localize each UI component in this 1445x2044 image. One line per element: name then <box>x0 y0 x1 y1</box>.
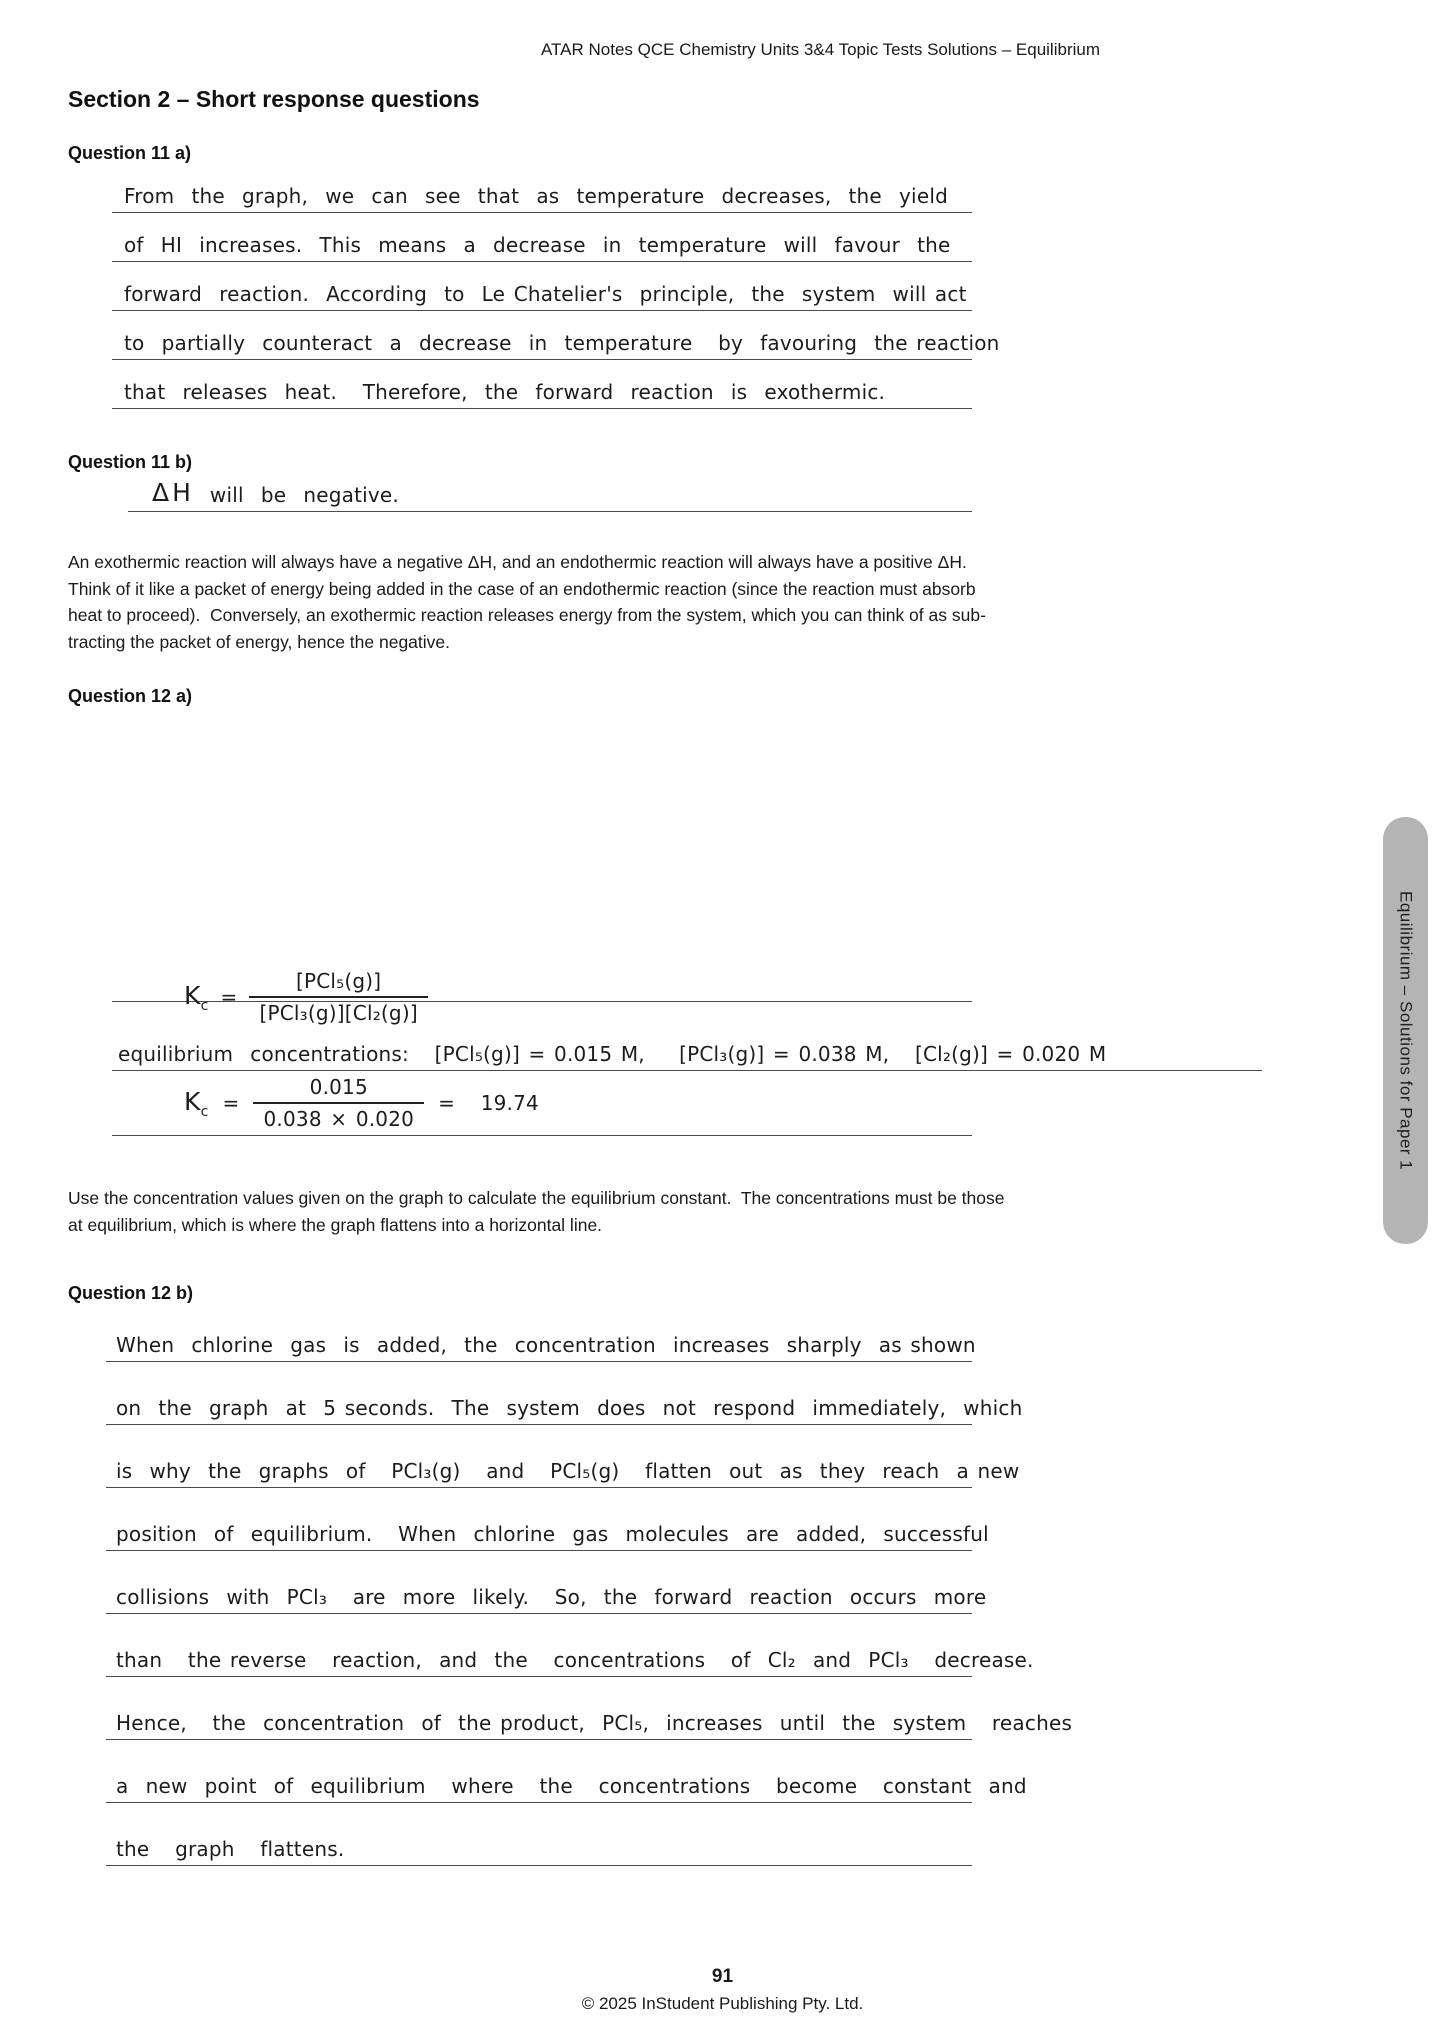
answer-line <box>106 1740 1027 1803</box>
calc-result: = 19.74 <box>438 1091 539 1115</box>
question-11b-label: Question 11 b) <box>68 452 193 472</box>
handwritten-text: When chlorine gas is added, the concentration increases sharply as shown <box>116 1333 976 1357</box>
section-title: Section 2 – Short response questions <box>68 86 480 112</box>
answer-line <box>112 262 972 311</box>
fraction-denominator: [PCl₃(g)][Cl₂(g)] <box>249 996 427 1025</box>
answer-line <box>106 1362 1023 1425</box>
equilibrium-concentrations-line <box>112 1022 1262 1071</box>
answer-line <box>106 1677 1073 1740</box>
question-11a-label: Question 11 a) <box>68 143 192 163</box>
fraction-numerator: [PCl₅(g)] <box>296 969 382 993</box>
handwritten-text: From the graph, we can see that as temperature decreases, the yield <box>124 184 948 208</box>
note-12a <box>68 1185 1068 1238</box>
note-text-line: Think of it like a packet of energy being added in the case of an endothermic reaction (since the reaction must absorb <box>68 578 976 599</box>
question-11a-answer <box>112 164 1000 409</box>
copyright: © 2025 InStudent Publishing Pty. Ltd. <box>581 1994 864 2013</box>
question-12b-label: Question 12 b) <box>68 1283 194 1303</box>
answer-line <box>106 1614 1034 1677</box>
handwritten-text: will be negative. <box>209 483 399 507</box>
note-text-line: Use the concentration values given on the graph to calculate the equilibrium constant. The concentrations must be those <box>68 1188 1005 1208</box>
handwritten-text: of HI increases. This means a decrease in temperature will favour the <box>124 233 951 257</box>
handwritten-text: that releases heat. Therefore, the forward reaction is exothermic. <box>124 380 886 404</box>
kc-calculation-line <box>112 1075 972 1136</box>
handwritten-text: collisions with PCl₃ are more likely. So, the forward reaction occurs more <box>116 1585 987 1609</box>
handwritten-text: is why the graphs of PCl₃(g) and PCl₅(g) flatten out as they reach a new <box>116 1459 1020 1483</box>
kc-symbol <box>184 1087 209 1120</box>
handwritten-text: forward reaction. According to Le Chatelier's principle, the system will act <box>124 282 967 306</box>
side-tab-label: Equilibrium – Solutions for Paper 1 <box>1396 890 1416 1171</box>
answer-line <box>106 1425 1020 1488</box>
equals-sign: = <box>222 1091 240 1115</box>
equals-sign: = <box>220 985 238 1009</box>
kc-letter: K <box>184 1086 201 1116</box>
handwritten-text: than the reverse reaction, and the concentrations of Cl₂ and PCl₃ decrease. <box>116 1648 1034 1672</box>
handwritten-text: to partially counteract a decrease in temperature by favouring the reaction <box>124 331 1000 355</box>
handwritten-text: position of equilibrium. When chlorine gas molecules are added, successful <box>116 1522 989 1546</box>
handwritten-text: the graph flattens. <box>116 1837 345 1861</box>
note-11b <box>68 549 1068 655</box>
note-text-line: tracting the packet of energy, hence the negative. <box>68 631 451 652</box>
kc-subscript: c <box>200 1103 209 1120</box>
kc-expression <box>184 969 428 1025</box>
answer-line <box>106 1299 976 1362</box>
calc-fraction <box>253 1075 424 1131</box>
note-text-line: at equilibrium, which is where the graph flattens into a horizontal line. <box>68 1214 603 1235</box>
handwritten-text: equilibrium concentrations: [PCl₅(g)] = 0.015 M, [PCl₃(g)] = 0.038 M, [Cl₂(g)] = 0.020 M <box>118 1042 1107 1066</box>
kc-expression-line <box>112 953 972 1025</box>
answer-line <box>112 311 1000 360</box>
question-12a-label: Question 12 a) <box>68 686 193 706</box>
page-header: ATAR Notes QCE Chemistry Units 3&4 Topic Tests Solutions – Equilibrium <box>540 40 1100 59</box>
kc-symbol <box>184 981 209 1014</box>
fraction-denominator: 0.038 × 0.020 <box>253 1102 424 1131</box>
note-text-line: heat to proceed). Conversely, an exothermic reaction releases energy from the system, which you can think of as sub- <box>68 605 986 625</box>
answer-line <box>106 1551 987 1614</box>
answer-line <box>112 360 972 409</box>
page-number: 91 <box>711 1966 734 1987</box>
kc-subscript: c <box>200 997 209 1014</box>
kc-letter: K <box>184 980 201 1010</box>
kc-calculation <box>184 1075 539 1131</box>
answer-line <box>112 164 972 213</box>
handwritten-text: Hence, the concentration of the product, PCl₅, increases until the system reaches <box>116 1711 1073 1735</box>
answer-line <box>112 213 972 262</box>
handwritten-text: on the graph at 5 seconds. The system does not respond immediately, which <box>116 1396 1023 1420</box>
kc-fraction <box>249 969 427 1025</box>
answer-line <box>106 1488 989 1551</box>
side-tab <box>1383 817 1428 1244</box>
question-11b-answer-line <box>128 464 972 512</box>
question-12b-answer <box>106 1299 1073 1866</box>
note-text-line: An exothermic reaction will always have a negative ΔH, and an endothermic reaction will always have a positive ΔH. <box>68 552 967 572</box>
handwritten-text: a new point of equilibrium where the concentrations become constant and <box>116 1774 1027 1798</box>
fraction-numerator: 0.015 <box>309 1075 368 1099</box>
answer-line <box>106 1803 972 1866</box>
delta-h-text: ΔH <box>152 478 194 507</box>
